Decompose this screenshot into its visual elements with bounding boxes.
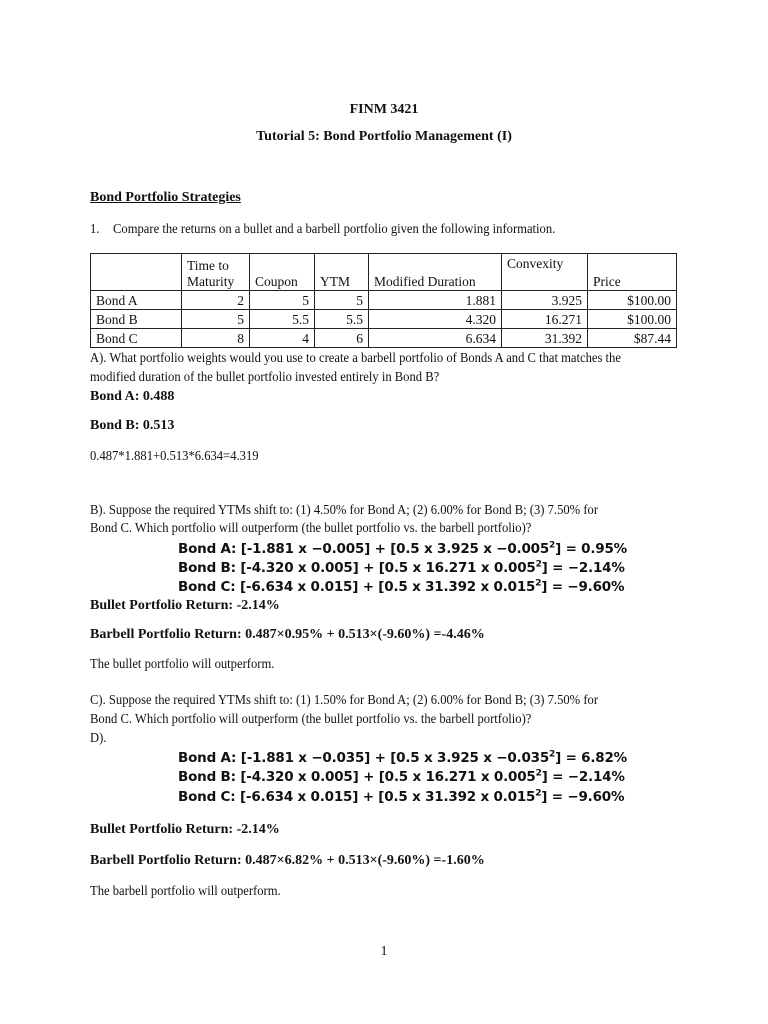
table-cell: 5 [182,310,250,329]
table-cell: 2 [182,291,250,310]
table-header-cell: Time to Maturity [182,254,250,291]
table-cell: 16.271 [502,310,588,329]
table-cell: 5.5 [315,310,369,329]
table-cell: 4 [250,329,315,348]
part-c-question-line1: C). Suppose the required YTMs shift to: (1) 1.50% for Bond A; (2) 6.00% for Bond B; (3) 7.50% for [90,693,599,708]
table-cell: 5.5 [250,310,315,329]
table-header-cell: Coupon [250,254,315,291]
part-b-equation-bond-b [178,559,625,578]
part-b-conclusion: The bullet portfolio will outperform. [90,657,275,672]
part-c-equation-bond-b [178,768,625,787]
equation-text: Bond A: [-1.881 x −0.005] + [0.5 x 3.925 x −0.005 [178,541,550,557]
equation-result: ] = 0.95% [555,541,628,557]
part-a-question-line2: modified duration of the bullet portfolio invested entirely in Bond B? [90,370,440,385]
equation-exponent: 2 [549,540,556,551]
table-cell: 31.392 [502,329,588,348]
table-header-cell: Modified Duration [369,254,502,291]
equation-text: Bond B: [-4.320 x 0.005] + [0.5 x 16.271 x 0.005 [178,769,536,785]
part-c-barbell-return: Barbell Portfolio Return: 0.487×6.82% + 0.513×(-9.60%) =-1.60% [90,853,485,868]
table-cell: 6 [315,329,369,348]
table-cell: 5 [315,291,369,310]
question-1-number: 1. [90,222,100,237]
table-header-cell [91,254,182,291]
table-header-row [91,254,677,291]
table-cell: $100.00 [588,291,677,310]
page-number: 1 [380,944,388,959]
equation-result: ] = −9.60% [541,579,625,595]
part-b-question-line1: B). Suppose the required YTMs shift to: (1) 4.50% for Bond A; (2) 6.00% for Bond B; (3) 7.50% for [90,503,599,518]
part-c-conclusion: The barbell portfolio will outperform. [90,884,281,899]
equation-exponent: 2 [535,788,542,799]
table-cell: Bond B [91,310,182,329]
table-header-cell: Convexity [502,254,588,291]
table-header-cell: YTM [315,254,369,291]
equation-exponent: 2 [535,578,542,589]
equation-result: ] = 6.82% [555,750,628,766]
part-b-bullet-return: Bullet Portfolio Return: -2.14% [90,598,280,613]
part-a-answer-bond-a: Bond A: 0.488 [90,389,175,404]
part-b-equation-bond-a [178,540,627,559]
table-row [91,329,677,348]
tutorial-title: Tutorial 5: Bond Portfolio Management (I) [256,129,512,144]
part-b-barbell-return: Barbell Portfolio Return: 0.487×0.95% + 0.513×(-9.60%) =-4.46% [90,627,485,642]
equation-result: ] = −9.60% [541,789,625,805]
table-cell: 5 [250,291,315,310]
part-c-equation-bond-a [178,749,627,768]
part-a-answer-bond-b: Bond B: 0.513 [90,418,175,433]
part-c-bullet-return: Bullet Portfolio Return: -2.14% [90,822,280,837]
part-c-equation-bond-c [178,788,624,807]
bond-data-table [90,253,677,348]
table-cell: 4.320 [369,310,502,329]
part-a-question-line1: A). What portfolio weights would you use to create a barbell portfolio of Bonds A and C that matches the [90,351,621,366]
section-heading: Bond Portfolio Strategies [90,190,241,205]
part-b-equation-bond-c [178,578,624,597]
table-row [91,291,677,310]
table-cell: $100.00 [588,310,677,329]
table-cell: 8 [182,329,250,348]
table-cell: Bond A [91,291,182,310]
table-cell: 1.881 [369,291,502,310]
equation-text: Bond A: [-1.881 x −0.035] + [0.5 x 3.925 x −0.035 [178,750,550,766]
table-cell: $87.44 [588,329,677,348]
equation-exponent: 2 [535,559,542,570]
equation-exponent: 2 [549,749,556,760]
table-row [91,310,677,329]
part-b-question-line2: Bond C. Which portfolio will outperform (the bullet portfolio vs. the barbell portfolio)? [90,521,532,536]
equation-text: Bond C: [-6.634 x 0.015] + [0.5 x 31.392 x 0.015 [178,579,536,595]
table-cell: Bond C [91,329,182,348]
equation-result: ] = −2.14% [541,769,625,785]
course-code: FINM 3421 [349,102,419,117]
table-cell: 3.925 [502,291,588,310]
part-d-label: D). [90,731,107,746]
equation-result: ] = −2.14% [541,560,625,576]
table-cell: 6.634 [369,329,502,348]
equation-text: Bond B: [-4.320 x 0.005] + [0.5 x 16.271 x 0.005 [178,560,536,576]
equation-text: Bond C: [-6.634 x 0.015] + [0.5 x 31.392 x 0.015 [178,789,536,805]
equation-exponent: 2 [535,768,542,779]
part-a-calculation: 0.487*1.881+0.513*6.634=4.319 [90,449,259,464]
part-c-question-line2: Bond C. Which portfolio will outperform (the bullet portfolio vs. the barbell portfolio)? [90,712,532,727]
question-1-text: Compare the returns on a bullet and a barbell portfolio given the following information. [113,222,556,237]
table-header-cell: Price [588,254,677,291]
